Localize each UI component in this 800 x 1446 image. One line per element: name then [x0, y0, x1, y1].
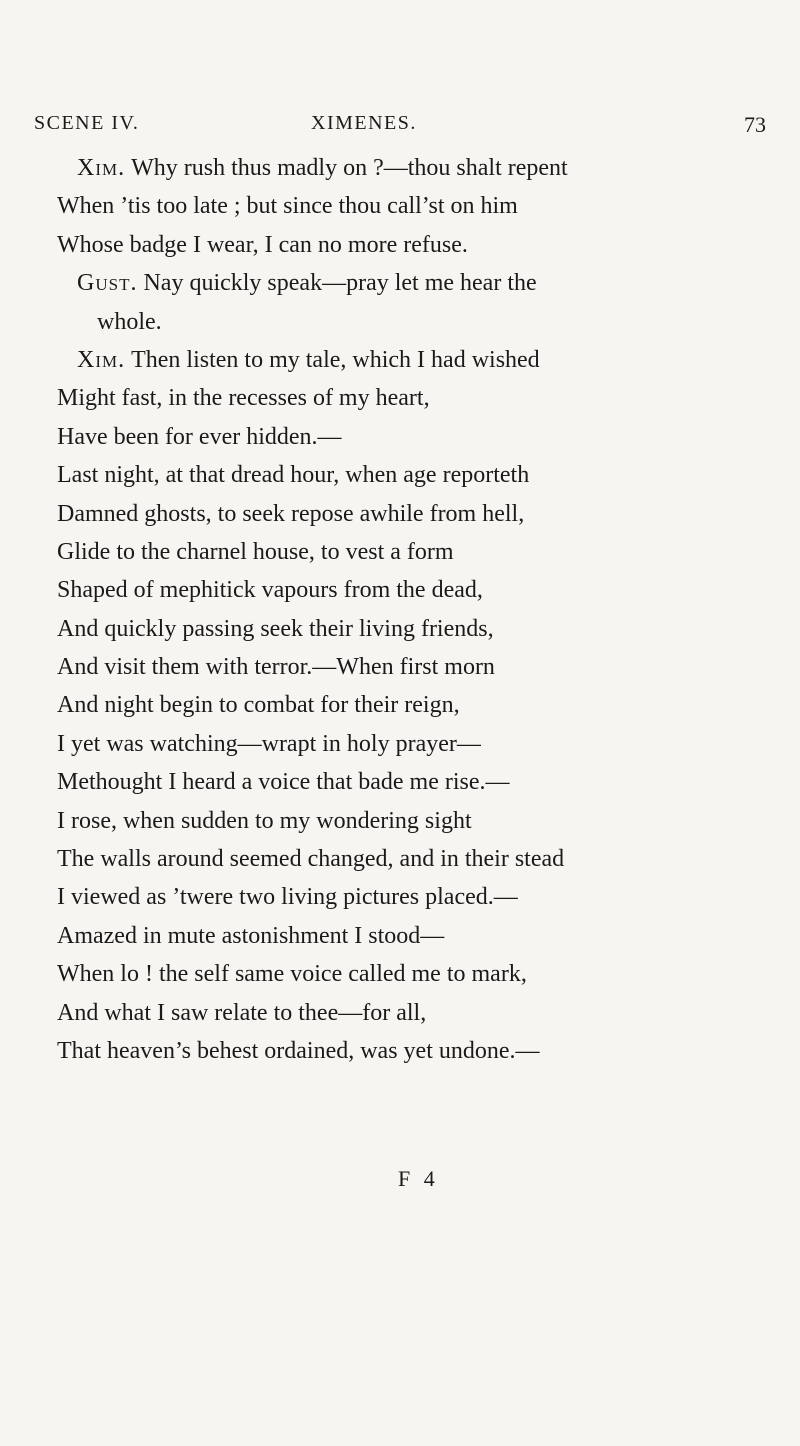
line-text: That heaven’s behest ordained, was yet undone.—	[57, 1037, 540, 1064]
signature-mark: F 4	[398, 1166, 439, 1191]
verse-line	[57, 994, 757, 1032]
verse-line	[57, 840, 757, 878]
line-text: When lo ! the self same voice called me to mark,	[57, 961, 527, 988]
verse-line	[57, 149, 757, 187]
verse-line	[57, 763, 757, 801]
verse-line	[57, 341, 757, 379]
line-text: And visit them with terror.—When first morn	[57, 654, 495, 681]
verse-line	[57, 802, 757, 840]
line-text: Glide to the charnel house, to vest a form	[57, 538, 454, 565]
verse-line	[57, 187, 757, 225]
verse-line	[57, 456, 757, 494]
line-text: And quickly passing seek their living friends,	[57, 615, 494, 642]
verse-line	[57, 571, 757, 609]
verse-line	[57, 686, 757, 724]
verse-line	[57, 917, 757, 955]
verse-line	[57, 495, 757, 533]
verse-line	[57, 648, 757, 686]
line-text: Shaped of mephitick vapours from the dead,	[57, 577, 483, 604]
line-text: The walls around seemed changed, and in their stead	[57, 846, 565, 873]
verse-text	[57, 149, 757, 1070]
line-text: Might fast, in the recesses of my heart,	[57, 385, 430, 412]
line-text: Have been for ever hidden.—	[57, 423, 342, 450]
scene-label: SCENE IV.	[34, 112, 140, 134]
verse-line	[57, 878, 757, 916]
verse-line	[57, 610, 757, 648]
line-text: And night begin to combat for their reign,	[57, 692, 460, 719]
line-text: Then listen to my tale, which I had wished	[131, 346, 540, 373]
line-text: When ’tis too late ; but since thou call’st on him	[57, 193, 518, 220]
line-text: Damned ghosts, to seek repose awhile from hell,	[57, 500, 525, 527]
verse-line	[57, 303, 757, 341]
verse-line	[57, 533, 757, 571]
line-text: Amazed in mute astonishment I stood—	[57, 922, 445, 949]
verse-line	[57, 1032, 757, 1070]
title-label: XIMENES.	[311, 112, 417, 134]
verse-line	[57, 264, 757, 302]
line-text: I yet was watching—wrapt in holy prayer—	[57, 730, 481, 757]
line-text: Nay quickly speak—pray let me hear the	[143, 270, 537, 297]
line-text: whole.	[97, 308, 162, 335]
page-number: 73	[744, 112, 766, 137]
verse-line	[57, 955, 757, 993]
line-text: I rose, when sudden to my wondering sight	[57, 807, 472, 834]
verse-line	[57, 418, 757, 456]
speaker-name: Xim.	[77, 155, 126, 181]
line-text: I viewed as ’twere two living pictures placed.—	[57, 884, 518, 911]
line-text: Methought I heard a voice that bade me rise.—	[57, 769, 510, 796]
line-text: Last night, at that dread hour, when age reporteth	[57, 462, 530, 489]
verse-line	[57, 725, 757, 763]
line-text: Whose badge I wear, I can no more refuse.	[57, 231, 468, 258]
verse-line	[57, 226, 757, 264]
speaker-name: Gust.	[77, 270, 138, 297]
line-text: Why rush thus madly on ?—thou shalt repent	[131, 155, 568, 181]
verse-line	[57, 379, 757, 417]
line-text: And what I saw relate to thee—for all,	[57, 999, 427, 1026]
running-head	[34, 112, 766, 142]
speaker-name: Xim.	[77, 346, 126, 373]
